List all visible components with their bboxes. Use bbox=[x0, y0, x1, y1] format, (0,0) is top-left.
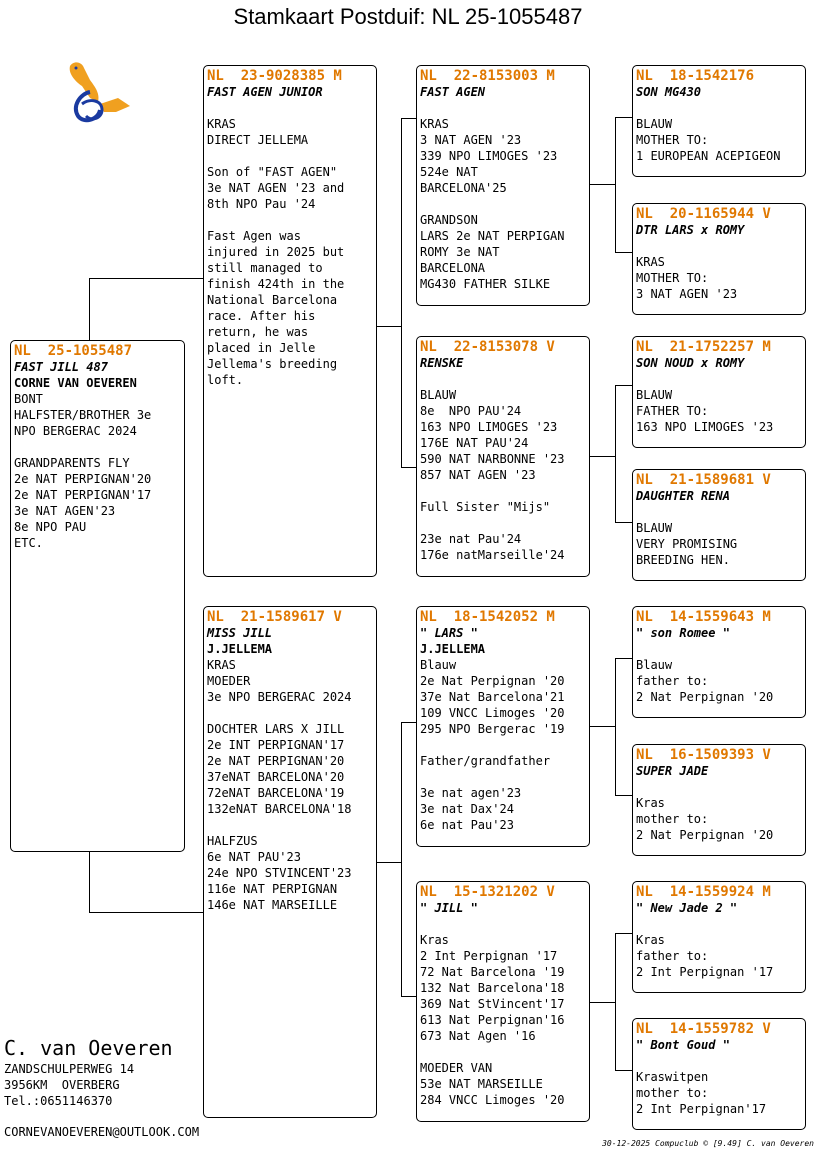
owner-email[interactable]: CORNEVANOEVEREN@OUTLOOK.COM bbox=[4, 1125, 200, 1139]
pigeon-notes: Blauw 2e Nat Perpignan '20 37e Nat Barcelona'21 109 VNCC Limoges '20 295 NPO Bergerac '19 Father/grandfather 3e nat agen'23 3e nat Dax'24 6e nat Pau'23 bbox=[420, 658, 565, 832]
pigeon-card-dam-sire[interactable] bbox=[416, 606, 590, 847]
ring-number: NL 23-9028385 M bbox=[207, 68, 342, 84]
pigeon-card-dam[interactable] bbox=[203, 606, 377, 1118]
connector-line bbox=[615, 1070, 633, 1071]
connector-line bbox=[89, 278, 204, 279]
pigeon-notes: KRAS MOTHER TO: 3 NAT AGEN '23 bbox=[636, 255, 738, 301]
ring-number: NL 25-1055487 bbox=[14, 343, 133, 359]
pigeon-card-sire-dam[interactable] bbox=[416, 336, 590, 577]
pigeon-notes: Kras 2 Int Perpignan '17 72 Nat Barcelona '19 132 Nat Barcelona'18 369 Nat StVincent'17 613 Nat Perpignan'16 673 Nat Agen '16 MOEDER VAN 53e NAT MARSEILLE 284 VNCC Limoges '20 bbox=[420, 933, 565, 1107]
connector-line bbox=[589, 456, 616, 457]
pigeon-name: MISS JILL bbox=[207, 626, 273, 640]
breeder-name: J.JELLEMA bbox=[207, 642, 273, 656]
pigeon-name: " son Romee " bbox=[636, 626, 730, 640]
connector-line bbox=[401, 467, 417, 468]
pigeon-notes: Kraswitpen mother to: 2 Int Perpignan'17 bbox=[636, 1070, 767, 1116]
pigeon-card-sdd[interactable] bbox=[632, 469, 806, 581]
connector-line bbox=[589, 184, 616, 185]
pigeon-card-dsd[interactable] bbox=[632, 744, 806, 856]
connector-line bbox=[615, 933, 633, 934]
connector-line bbox=[615, 117, 616, 253]
pigeon-notes: KRAS DIRECT JELLEMA Son of "FAST AGEN" 3e NAT AGEN '23 and 8th NPO Pau '24 Fast Agen was injured in 2025 but still managed to finish 424th in the National Barcelona race. After his return, he was placed in Jelle Jellema's breeding loft. bbox=[207, 117, 345, 387]
pigeon-name: " LARS " bbox=[420, 626, 478, 640]
breeder-name: CORNE VAN OEVEREN bbox=[14, 376, 137, 390]
pigeon-name: SON NOUD x ROMY bbox=[636, 356, 745, 370]
pigeon-name: " Bont Goud " bbox=[636, 1038, 730, 1052]
pigeon-name: FAST JILL 487 bbox=[14, 360, 108, 374]
pigeon-notes: BONT HALFSTER/BROTHER 3e NPO BERGERAC 2024 GRANDPARENTS FLY 2e NAT PERPIGNAN'20 2e NAT PERPIGNAN'17 3e NAT AGEN'23 8e NPO PAU ETC. bbox=[14, 392, 152, 550]
pigeon-notes: BLAUW 8e NPO PAU'24 163 NPO LIMOGES '23 176E NAT PAU'24 590 NAT NARBONNE '23 857 NAT AGEN '23 Full Sister "Mijs" 23e nat Pau'24 176e natMarseille'24 bbox=[420, 388, 565, 562]
connector-line bbox=[615, 933, 616, 1071]
pigeon-card-ssd[interactable] bbox=[632, 203, 806, 315]
pigeon-card-ddd[interactable] bbox=[632, 1018, 806, 1130]
pigeon-card-dam-dam[interactable] bbox=[416, 881, 590, 1122]
ring-number: NL 22-8153078 V bbox=[420, 339, 555, 355]
ring-number: NL 20-1165944 V bbox=[636, 206, 771, 222]
pigeon-card-main[interactable] bbox=[10, 340, 185, 852]
pigeon-card-sss[interactable] bbox=[632, 65, 806, 177]
pigeon-notes: BLAUW FATHER TO: 163 NPO LIMOGES '23 bbox=[636, 388, 774, 434]
ring-number: NL 14-1559782 V bbox=[636, 1021, 771, 1037]
pigeon-card-sire[interactable] bbox=[203, 65, 377, 577]
pigeon-logo-icon bbox=[60, 58, 140, 128]
pigeon-notes: BLAUW VERY PROMISING BREEDING HEN. bbox=[636, 521, 738, 567]
breeder-name: J.JELLEMA bbox=[420, 642, 486, 656]
pigeon-card-dss[interactable] bbox=[632, 606, 806, 718]
connector-line bbox=[89, 850, 90, 912]
connector-line bbox=[615, 658, 616, 796]
connector-line bbox=[615, 385, 616, 523]
ring-number: NL 21-1752257 M bbox=[636, 339, 771, 355]
owner-name: C. van Oeveren bbox=[4, 1036, 173, 1060]
pigeon-notes: KRAS MOEDER 3e NPO BERGERAC 2024 DOCHTER LARS X JILL 2e INT PERPIGNAN'17 2e NAT PERPIGNAN'20 37eNAT BARCELONA'20 72eNAT BARCELONA'19 132eNAT BARCELONA'18 HALFZUS 6e NAT PAU'23 24e NPO STVINCENT'23 116e NAT PERPIGNAN 146e NAT MARSEILLE bbox=[207, 658, 352, 912]
ring-number: NL 15-1321202 V bbox=[420, 884, 555, 900]
ring-number: NL 16-1509393 V bbox=[636, 747, 771, 763]
connector-line bbox=[589, 1002, 616, 1003]
pigeon-notes: Kras father to: 2 Int Perpignan '17 bbox=[636, 933, 774, 979]
connector-line bbox=[401, 722, 402, 996]
ring-number: NL 18-1542176 bbox=[636, 68, 755, 84]
connector-line bbox=[401, 722, 417, 723]
connector-line bbox=[376, 326, 402, 327]
pigeon-name: DTR LARS x ROMY bbox=[636, 223, 745, 237]
connector-line bbox=[589, 726, 616, 727]
connector-line bbox=[89, 278, 90, 340]
connector-line bbox=[376, 862, 402, 863]
pigeon-name: DAUGHTER RENA bbox=[636, 489, 730, 503]
pigeon-card-sds[interactable] bbox=[632, 336, 806, 448]
connector-line bbox=[615, 385, 633, 386]
ring-number: NL 14-1559924 M bbox=[636, 884, 771, 900]
pigeon-name: FAST AGEN JUNIOR bbox=[207, 85, 323, 99]
connector-line bbox=[401, 118, 402, 468]
ring-number: NL 18-1542052 M bbox=[420, 609, 555, 625]
owner-address: ZANDSCHULPERWEG 14 3956KM OVERBERG Tel.:0651146370 bbox=[4, 1062, 135, 1108]
page-title: Stamkaart Postduif: NL 25-1055487 bbox=[233, 4, 583, 29]
connector-line bbox=[401, 118, 417, 119]
footer-credit: 30-12-2025 Compuclub © [9.49] C. van Oeveren bbox=[602, 1139, 814, 1148]
pigeon-name: " New Jade 2 " bbox=[636, 901, 738, 915]
ring-number: NL 22-8153003 M bbox=[420, 68, 555, 84]
connector-line bbox=[401, 996, 417, 997]
pigeon-card-sire-sire[interactable] bbox=[416, 65, 590, 306]
pigeon-card-dds[interactable] bbox=[632, 881, 806, 993]
pigeon-name: SON MG430 bbox=[636, 85, 702, 99]
connector-line bbox=[615, 117, 633, 118]
connector-line bbox=[615, 658, 633, 659]
pigeon-notes: KRAS 3 NAT AGEN '23 339 NPO LIMOGES '23 524e NAT BARCELONA'25 GRANDSON LARS 2e NAT PERPIGAN ROMY 3e NAT BARCELONA MG430 FATHER SILKE bbox=[420, 117, 565, 291]
connector-line bbox=[615, 795, 633, 796]
pigeon-name: RENSKE bbox=[420, 356, 464, 370]
pigeon-notes: Blauw father to: 2 Nat Perpignan '20 bbox=[636, 658, 774, 704]
pigeon-notes: Kras mother to: 2 Nat Perpignan '20 bbox=[636, 796, 774, 842]
connector-line bbox=[89, 912, 204, 913]
ring-number: NL 14-1559643 M bbox=[636, 609, 771, 625]
connector-line bbox=[615, 522, 633, 523]
ring-number: NL 21-1589617 V bbox=[207, 609, 342, 625]
pigeon-notes: BLAUW MOTHER TO: 1 EUROPEAN ACEPIGEON bbox=[636, 117, 781, 163]
pigeon-name: SUPER JADE bbox=[636, 764, 709, 778]
pigeon-name: " JILL " bbox=[420, 901, 478, 915]
connector-line bbox=[615, 252, 633, 253]
pigeon-name: FAST AGEN bbox=[420, 85, 486, 99]
ring-number: NL 21-1589681 V bbox=[636, 472, 771, 488]
